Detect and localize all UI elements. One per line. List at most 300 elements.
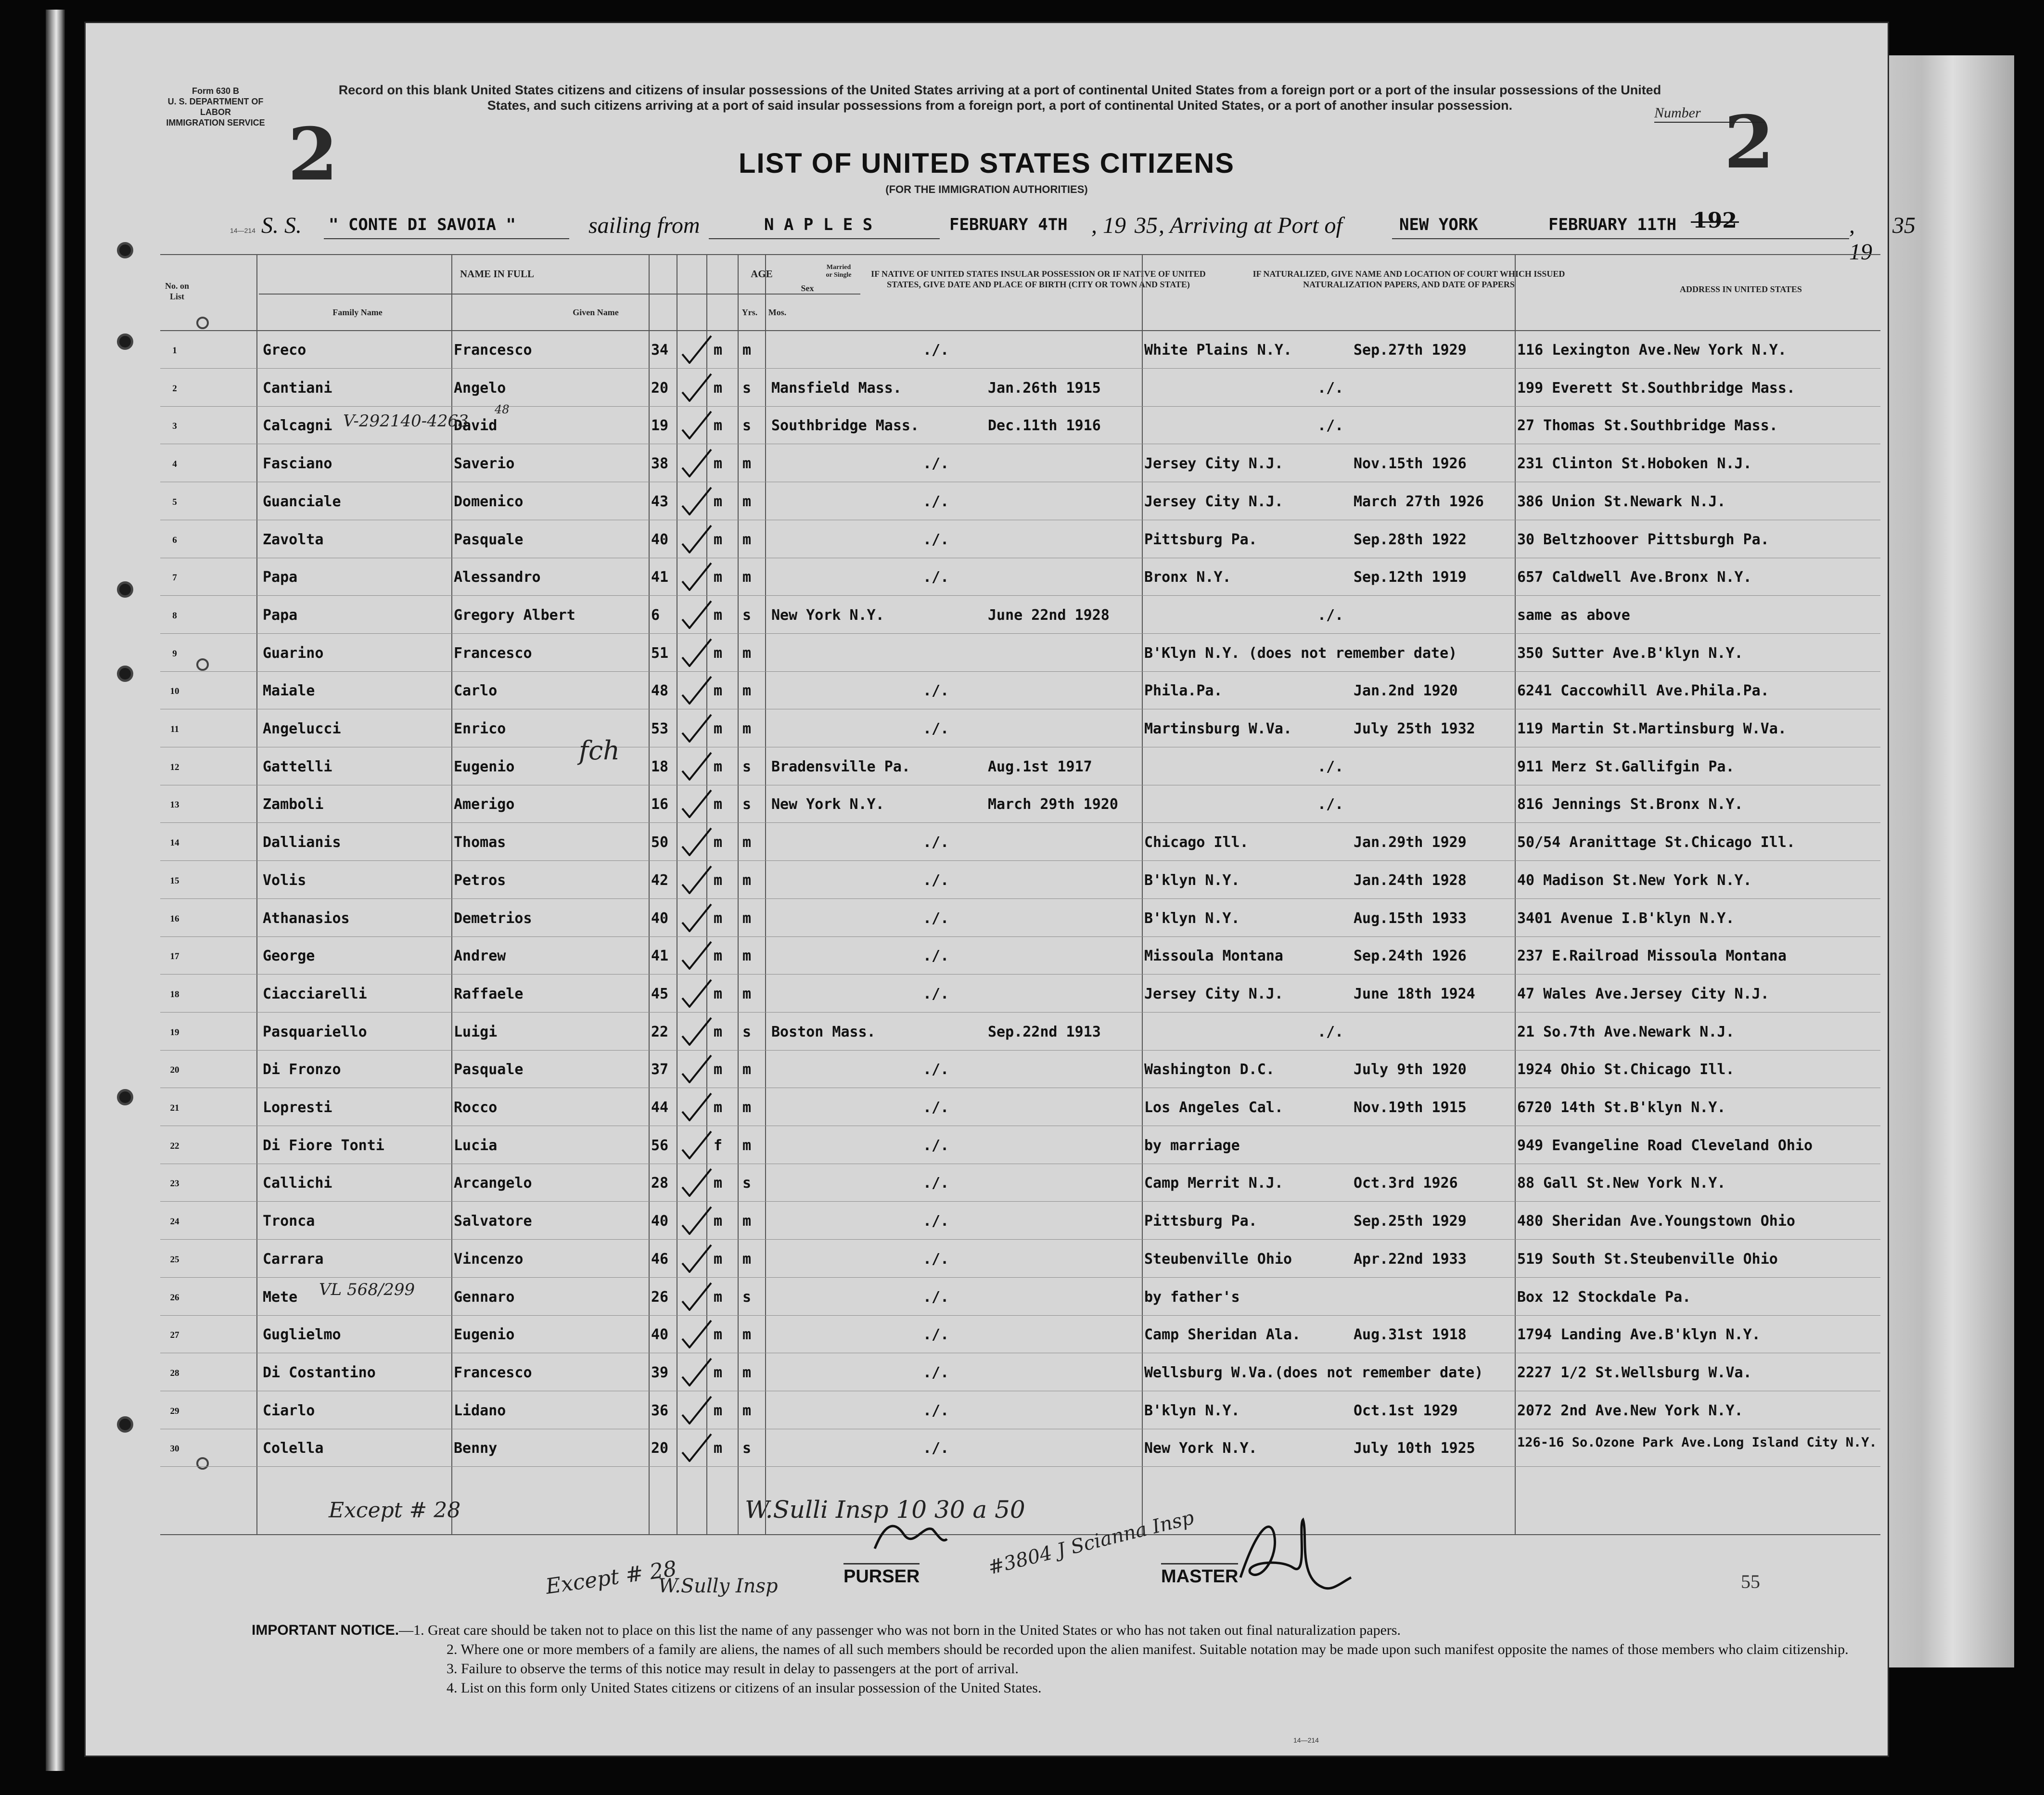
cell-family: Ciarlo — [263, 1402, 315, 1419]
cell-sex: m — [714, 1175, 723, 1192]
cell-ms: m — [742, 342, 752, 359]
check-mark-icon — [680, 1017, 714, 1046]
cell-given: Alessandro — [454, 569, 541, 586]
cell-no: 9 — [172, 649, 177, 659]
cell-address: 231 Clinton St.Hoboken N.J. — [1517, 455, 1752, 472]
cell-no: 26 — [170, 1293, 179, 1303]
handwritten-note: fch — [579, 735, 620, 766]
cell-family: Fasciano — [263, 455, 332, 472]
check-mark-icon — [680, 562, 714, 591]
cell-no: 28 — [170, 1368, 179, 1378]
row-rule — [160, 1466, 1880, 1467]
cell-ms: s — [742, 758, 752, 775]
cell-birth-place: Southbridge Mass. — [771, 417, 920, 434]
form-id-line: U. S. DEPARTMENT OF LABOR — [167, 97, 264, 117]
cell-family: Maiale — [263, 682, 315, 699]
header-insular: IF NATIVE OF UNITED STATES INSULAR POSSESSION OR IF NATIVE OF UNITED STATES, GIVE DATE AND PLACE OF BIRTH (CITY OR TOWN AND STATE) — [871, 269, 1206, 289]
cell-age: 42 — [651, 872, 669, 889]
underline — [324, 238, 569, 239]
cell-birth-ditto: ./. — [923, 948, 949, 964]
cell-nat-date: Aug.15th 1933 — [1354, 910, 1467, 927]
cell-no: 14 — [170, 838, 179, 848]
cell-ms: m — [742, 645, 752, 662]
cell-no: 8 — [172, 611, 177, 621]
cell-nat-date: Nov.19th 1915 — [1354, 1099, 1467, 1116]
cell-age: 19 — [651, 417, 669, 434]
cell-nat-date: Aug.31st 1918 — [1354, 1326, 1467, 1343]
cell-nat-place: Martinsburg W.Va. — [1144, 720, 1292, 737]
form-id-line: IMMIGRATION SERVICE — [166, 118, 265, 128]
cell-ms: m — [742, 682, 752, 699]
cell-nat-place: Camp Sheridan Ala. — [1144, 1326, 1301, 1343]
cell-ms: m — [742, 1061, 752, 1078]
check-mark-icon — [680, 676, 714, 705]
cell-age: 51 — [651, 645, 669, 662]
cell-no: 20 — [170, 1065, 179, 1075]
notice-item-3: 3. Failure to observe the terms of this notice may result in delay to passengers at the port of arrival. — [447, 1661, 1019, 1677]
handwritten-note: W.Sulli Insp 10 30 a 50 — [745, 1496, 1025, 1524]
cell-given: Saverio — [454, 455, 515, 472]
struck-year: 192 — [1693, 208, 1737, 233]
stamp-number-right: 2 — [1724, 100, 1775, 185]
cell-nat-date: Oct.3rd 1926 — [1354, 1175, 1458, 1192]
row-rule — [160, 1277, 1880, 1278]
table-row — [86, 785, 1888, 823]
cell-sex: f — [714, 1137, 723, 1154]
cell-address: 949 Evangeline Road Cleveland Ohio — [1517, 1137, 1813, 1154]
cell-nat-place: Jersey City N.J. — [1144, 493, 1283, 510]
table-row — [86, 1127, 1888, 1164]
cell-birth-ditto: ./. — [923, 1061, 949, 1078]
header-note: Record on this blank United States citizens and citizens of insular possessions of the United States arriving at a port of continental United States from a foreign port or a port of the insular possessions of the United States, and such citizens arriving at a port of said insular possessions from a foreign port, a port of continental United States, or a port of another insular possession. — [338, 83, 1661, 113]
cell-nat-place: B'klyn N.Y. — [1144, 910, 1240, 927]
cell-address: 1794 Landing Ave.B'klyn N.Y. — [1517, 1326, 1761, 1343]
cell-sex: m — [714, 720, 723, 737]
cell-address: 119 Martin St.Martinsburg W.Va. — [1517, 720, 1787, 737]
check-mark-icon — [680, 1168, 714, 1197]
check-mark-icon — [680, 1320, 714, 1348]
table-row — [86, 1392, 1888, 1429]
number-underline — [1654, 122, 1765, 123]
cell-age: 41 — [651, 569, 669, 586]
cell-birth-date: Sep.22nd 1913 — [988, 1024, 1101, 1040]
arrival-date: FEBRUARY 11TH — [1548, 215, 1677, 234]
arrival-port: NEW YORK — [1399, 215, 1478, 234]
cell-family: Di Costantino — [263, 1364, 376, 1381]
cell-ms: s — [742, 1024, 752, 1040]
cell-sex: m — [714, 569, 723, 586]
cell-given: Francesco — [454, 1364, 532, 1381]
cell-nat-place: Missoula Montana — [1144, 948, 1283, 964]
table-row — [86, 937, 1888, 974]
cell-sex: m — [714, 493, 723, 510]
cell-nat-date: Sep.24th 1926 — [1354, 948, 1467, 964]
cell-age: 43 — [651, 493, 669, 510]
check-mark-icon — [680, 1396, 714, 1424]
cell-birth-ditto: ./. — [923, 1289, 949, 1306]
cell-sex: m — [714, 1289, 723, 1306]
cell-birth-ditto: ./. — [923, 455, 949, 472]
cell-ms: m — [742, 569, 752, 586]
cell-sex: m — [714, 1364, 723, 1381]
cell-nat-ditto: ./. — [1317, 1024, 1344, 1040]
row-rule — [160, 633, 1880, 634]
cell-birth-place: Boston Mass. — [771, 1024, 876, 1040]
cell-sex: m — [714, 1061, 723, 1078]
header-yrs: Yrs. — [741, 308, 758, 317]
cell-nat-date: Sep.12th 1919 — [1354, 569, 1467, 586]
cell-birth-ditto: ./. — [923, 720, 949, 737]
cell-sex: m — [714, 910, 723, 927]
cell-family: Di Fiore Tonti — [263, 1137, 384, 1154]
cell-no: 2 — [172, 384, 177, 394]
cell-sex: m — [714, 531, 723, 548]
cell-ms: m — [742, 1402, 752, 1419]
check-mark-icon — [680, 1206, 714, 1235]
cell-nat-date: Sep.28th 1922 — [1354, 531, 1467, 548]
cell-no: 16 — [170, 914, 179, 924]
cell-age: 26 — [651, 1289, 669, 1306]
cell-nat-place: Chicago Ill. — [1144, 834, 1249, 851]
cell-birth-ditto: ./. — [923, 872, 949, 889]
cell-given: Eugenio — [454, 1326, 515, 1343]
cell-given: Arcangelo — [454, 1175, 532, 1192]
cell-address: Box 12 Stockdale Pa. — [1517, 1289, 1691, 1306]
arriving-label: , Arriving at Port of — [1159, 213, 1342, 238]
cell-age: 44 — [651, 1099, 669, 1116]
cell-ms: s — [742, 380, 752, 397]
check-mark-icon — [680, 525, 714, 553]
cell-no: 15 — [170, 876, 179, 886]
header-name-in-full: NAME IN FULL — [460, 268, 534, 280]
cell-given: Thomas — [454, 834, 506, 851]
cell-sex: m — [714, 834, 723, 851]
cell-address: 6241 Caccowhill Ave.Phila.Pa. — [1517, 682, 1769, 699]
cell-family: Calcagni — [263, 417, 332, 434]
cell-nat-place: B'klyn N.Y. — [1144, 1402, 1240, 1419]
cell-address: 3401 Avenue I.B'klyn N.Y. — [1517, 910, 1735, 927]
notice-item-1 — [252, 1621, 1864, 1640]
binder-edge — [46, 10, 65, 1771]
cell-birth-ditto: ./. — [923, 986, 949, 1002]
cell-sex: m — [714, 1402, 723, 1419]
cell-ms: m — [742, 1364, 752, 1381]
cell-address: same as above — [1517, 607, 1630, 624]
cell-no: 11 — [170, 724, 179, 734]
cell-no: 22 — [170, 1141, 179, 1151]
cell-family: Zamboli — [263, 796, 324, 813]
cell-nat-place: Pittsburg Pa. — [1144, 531, 1257, 548]
cell-age: 36 — [651, 1402, 669, 1419]
cell-nat-date: March 27th 1926 — [1354, 493, 1484, 510]
check-mark-icon — [680, 1358, 714, 1386]
cell-address: 199 Everett St.Southbridge Mass. — [1517, 380, 1795, 397]
cell-ms: m — [742, 986, 752, 1002]
cell-age: 38 — [651, 455, 669, 472]
cell-given: Petros — [454, 872, 506, 889]
cell-sex: m — [714, 1326, 723, 1343]
manifest-page — [84, 22, 1916, 1757]
purser-signature — [865, 1505, 952, 1563]
table-row — [86, 1316, 1888, 1353]
cell-no: 5 — [172, 497, 177, 507]
cell-family: Gattelli — [263, 758, 332, 775]
cell-address: 40 Madison St.New York N.Y. — [1517, 872, 1752, 889]
cell-ms: m — [742, 834, 752, 851]
cell-birth-ditto: ./. — [923, 531, 949, 548]
cell-ms: m — [742, 872, 752, 889]
table-row — [86, 672, 1888, 709]
cell-ms: s — [742, 1175, 752, 1192]
cell-nat-date: Nov.15th 1926 — [1354, 455, 1467, 472]
cell-address: 2227 1/2 St.Wellsburg W.Va. — [1517, 1364, 1752, 1381]
cell-address: 88 Gall St.New York N.Y. — [1517, 1175, 1726, 1192]
cell-address: 480 Sheridan Ave.Youngstown Ohio — [1517, 1213, 1795, 1230]
cell-nat-place: Los Angeles Cal. — [1144, 1099, 1283, 1116]
cell-nat-place: Jersey City N.J. — [1144, 455, 1283, 472]
check-mark-icon — [680, 752, 714, 781]
cell-nat-place: Steubenville Ohio — [1144, 1251, 1292, 1268]
cell-nat-date: Apr.22nd 1933 — [1354, 1251, 1467, 1268]
cell-family: Papa — [263, 607, 298, 624]
cell-no: 25 — [170, 1255, 179, 1265]
cell-family: Cantiani — [263, 380, 332, 397]
cell-ms: m — [742, 455, 752, 472]
cell-address: 6720 14th St.B'klyn N.Y. — [1517, 1099, 1726, 1116]
cell-ms: m — [742, 493, 752, 510]
cell-birth-ditto: ./. — [923, 1099, 949, 1116]
handwritten-note: #3804 J Scianna Insp — [985, 1506, 1197, 1579]
cell-nat-date: Jan.24th 1928 — [1354, 872, 1467, 889]
cell-address: 386 Union St.Newark N.J. — [1517, 493, 1726, 510]
cell-birth-ditto: ./. — [923, 1440, 949, 1457]
cell-age: 22 — [651, 1024, 669, 1040]
cell-birth-ditto: ./. — [923, 682, 949, 699]
cell-nat-date: Jan.2nd 1920 — [1354, 682, 1458, 699]
footer-code: 14—214 — [1293, 1736, 1319, 1744]
column-headers — [86, 254, 1888, 331]
cell-given: Luigi — [454, 1024, 498, 1040]
cell-birth-place: New York N.Y. — [771, 607, 884, 624]
header-mos: Mos. — [768, 308, 787, 317]
cell-nat-place: Bronx N.Y. — [1144, 569, 1231, 586]
cell-no: 29 — [170, 1406, 179, 1416]
cell-ms: s — [742, 1440, 752, 1457]
cell-address: 911 Merz St.Gallifgin Pa. — [1517, 758, 1735, 775]
page-title: LIST OF UNITED STATES CITIZENS — [739, 148, 1235, 179]
cell-age: 39 — [651, 1364, 669, 1381]
cell-sex: m — [714, 682, 723, 699]
check-mark-icon — [680, 865, 714, 894]
check-mark-icon — [680, 714, 714, 743]
cell-family: Carrara — [263, 1251, 324, 1268]
cell-age: 6 — [651, 607, 660, 624]
cell-given: Carlo — [454, 682, 498, 699]
sailing-label: sailing from — [588, 213, 700, 238]
cell-birth-place: Mansfield Mass. — [771, 380, 902, 397]
handwritten-note: V-292140-4263 — [343, 411, 469, 431]
cell-address: 519 South St.Steubenville Ohio — [1517, 1251, 1778, 1268]
cell-sex: m — [714, 342, 723, 359]
cell-nat-place: New York N.Y. — [1144, 1440, 1257, 1457]
cell-given: Pasquale — [454, 531, 524, 548]
cell-given: Enrico — [454, 720, 506, 737]
cell-ms: m — [742, 1137, 752, 1154]
table-row — [86, 521, 1888, 558]
check-mark-icon — [680, 941, 714, 970]
handwritten-note: W.Sully Insp — [658, 1575, 778, 1597]
cell-nat-place: B'Klyn N.Y. (does not remember date) — [1144, 645, 1457, 662]
cell-family: Pasquariello — [263, 1024, 367, 1040]
cell-no: 12 — [170, 762, 179, 772]
check-mark-icon — [680, 335, 714, 364]
cell-family: Tronca — [263, 1213, 315, 1230]
header-sex: Sex — [801, 283, 814, 293]
check-mark-icon — [680, 487, 714, 515]
cell-age: 40 — [651, 1326, 669, 1343]
page-subtitle: (FOR THE IMMIGRATION AUTHORITIES) — [885, 183, 1088, 195]
check-mark-icon — [680, 410, 714, 439]
cell-age: 20 — [651, 380, 669, 397]
cell-birth-ditto: ./. — [923, 1251, 949, 1268]
cell-sex: m — [714, 1440, 723, 1457]
header-given-name: Given Name — [573, 308, 619, 317]
cell-no: 6 — [172, 535, 177, 545]
cell-family: Lopresti — [263, 1099, 332, 1116]
page-number: 55 — [1741, 1571, 1760, 1592]
cell-address: 50/54 Aranittage St.Chicago Ill. — [1517, 834, 1795, 851]
cell-sex: m — [714, 1024, 723, 1040]
cell-nat-date: July 25th 1932 — [1354, 720, 1475, 737]
cell-sex: m — [714, 1213, 723, 1230]
table-row — [86, 1051, 1888, 1088]
cell-nat-date: Sep.25th 1929 — [1354, 1213, 1467, 1230]
check-mark-icon — [680, 638, 714, 667]
check-mark-icon — [680, 1092, 714, 1121]
table-row — [86, 710, 1888, 747]
stamp-number-left: 2 — [288, 112, 338, 197]
check-mark-icon — [680, 449, 714, 477]
cell-nat-date: Sep.27th 1929 — [1354, 342, 1467, 359]
cell-sex: m — [714, 1251, 723, 1268]
form-id-line: Form 630 B — [192, 86, 240, 96]
cell-nat-date: Oct.1st 1929 — [1354, 1402, 1458, 1419]
cell-sex: m — [714, 948, 723, 964]
cell-ms: m — [742, 1099, 752, 1116]
cell-family: Callichi — [263, 1175, 332, 1192]
row-rule — [160, 898, 1880, 899]
row-rule — [160, 860, 1880, 861]
cell-birth-ditto: ./. — [923, 1326, 949, 1343]
cell-age: 45 — [651, 986, 669, 1002]
cell-given: Domenico — [454, 493, 524, 510]
cell-ms: m — [742, 1326, 752, 1343]
cell-no: 17 — [170, 951, 179, 962]
cell-given: Rocco — [454, 1099, 498, 1116]
important-notice — [252, 1621, 1864, 1698]
cell-birth-date: March 29th 1920 — [988, 796, 1118, 813]
cell-address: 2072 2nd Ave.New York N.Y. — [1517, 1402, 1743, 1419]
cell-birth-ditto: ./. — [923, 910, 949, 927]
row-rule — [160, 1012, 1880, 1013]
cell-given: Vincenzo — [454, 1251, 524, 1268]
row-rule — [160, 595, 1880, 596]
cell-age: 16 — [651, 796, 669, 813]
cell-family: Angelucci — [263, 720, 341, 737]
cell-address: 21 So.7th Ave.Newark N.J. — [1517, 1024, 1735, 1040]
notice-heading: IMPORTANT NOTICE. — [252, 1622, 399, 1638]
cell-family: George — [263, 948, 315, 964]
cell-given: Pasquale — [454, 1061, 524, 1078]
cell-no: 21 — [170, 1103, 179, 1113]
check-mark-icon — [680, 789, 714, 818]
notice-item-2: 2. Where one or more members of a family are aliens, the names of all such members should be recorded upon the alien manifest. Suitable notation may be made upon such manifest opposite the names of those members who claim citizenship. — [447, 1641, 1849, 1657]
table-row — [86, 445, 1888, 482]
cell-family: Guglielmo — [263, 1326, 341, 1343]
row-rule — [160, 822, 1880, 823]
cell-address: 27 Thomas St.Southbridge Mass. — [1517, 417, 1778, 434]
check-mark-icon — [680, 1244, 714, 1273]
header-family-name: Family Name — [332, 308, 383, 317]
cell-no: 4 — [172, 459, 177, 469]
check-mark-icon — [680, 979, 714, 1008]
from-port: N A P L E S — [764, 215, 873, 234]
cell-age: 41 — [651, 948, 669, 964]
check-mark-icon — [680, 903, 714, 932]
year-value: 35 — [1892, 213, 1916, 238]
cell-birth-ditto: ./. — [923, 834, 949, 851]
table-row — [86, 1202, 1888, 1240]
rule — [160, 254, 1880, 255]
check-mark-icon — [680, 1130, 714, 1159]
cell-family: Ciacciarelli — [263, 986, 367, 1002]
cell-given: David — [454, 417, 498, 434]
cell-birth-ditto: ./. — [923, 1402, 949, 1419]
cell-given: Raffaele — [454, 986, 524, 1002]
cell-birth-place: Bradensville Pa. — [771, 758, 910, 775]
cell-address: 47 Wales Ave.Jersey City N.J. — [1517, 986, 1769, 1002]
table-row — [86, 369, 1888, 407]
cell-sex: m — [714, 645, 723, 662]
cell-birth-ditto: ./. — [923, 1213, 949, 1230]
row-rule — [160, 1201, 1880, 1202]
cell-ms: m — [742, 720, 752, 737]
cell-age: 50 — [651, 834, 669, 851]
cell-ms: s — [742, 607, 752, 624]
table-row — [86, 483, 1888, 520]
handwritten-note: Except # 28 — [544, 1556, 678, 1599]
cell-sex: m — [714, 607, 723, 624]
handwritten-note: Except # 28 — [329, 1498, 461, 1523]
cell-ms: m — [742, 1213, 752, 1230]
row-rule — [160, 1239, 1880, 1240]
cell-sex: m — [714, 417, 723, 434]
cell-nat-date: July 10th 1925 — [1354, 1440, 1475, 1457]
departure-date: FEBRUARY 4TH — [949, 215, 1068, 234]
cell-given: Lucia — [454, 1137, 498, 1154]
cell-no: 3 — [172, 421, 177, 431]
cell-no: 27 — [170, 1330, 179, 1340]
cell-nat-place: Phila.Pa. — [1144, 682, 1223, 699]
number-label: Number — [1654, 105, 1701, 121]
cell-birth-ditto: ./. — [923, 1175, 949, 1192]
cell-family: Colella — [263, 1440, 324, 1457]
cell-ms: s — [742, 796, 752, 813]
cell-age: 40 — [651, 1213, 669, 1230]
table-row — [86, 1164, 1888, 1202]
cell-family: Zavolta — [263, 531, 324, 548]
notice-item-4: 4. List on this form only United States citizens or citizens of an insular possession of the United States. — [447, 1680, 1042, 1696]
